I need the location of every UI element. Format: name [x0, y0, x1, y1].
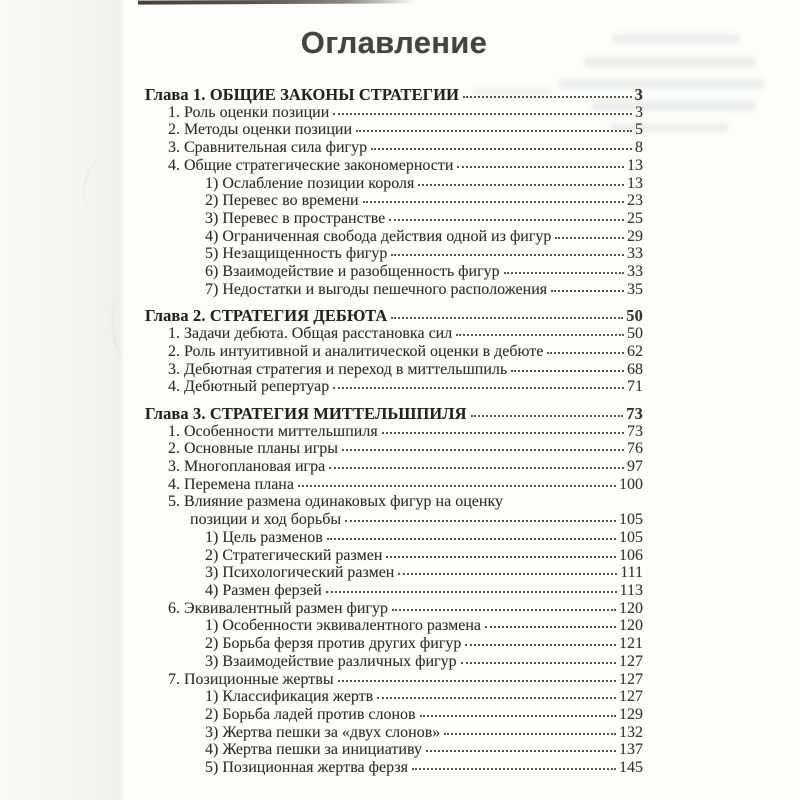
- toc-chapter-block: [145, 86, 643, 298]
- toc-entry-row: [145, 228, 643, 246]
- toc-entry-row: [145, 653, 643, 671]
- toc-entry-row: [145, 192, 643, 210]
- toc-entry-text: 7. Позиционные жертвы: [168, 670, 334, 688]
- toc-entry-row: [145, 281, 643, 299]
- page-title: Оглавление: [300, 25, 488, 60]
- toc-entry-text: 2) Стратегический размен: [205, 546, 383, 564]
- toc-entry-row: [145, 423, 643, 441]
- dot-leader: [392, 609, 616, 611]
- toc-entry-row: [145, 511, 643, 529]
- toc-page-number: 100: [619, 475, 643, 493]
- toc-entry-row: [145, 617, 643, 635]
- toc-entry-text: 6. Эквивалентный размен фигур: [168, 599, 389, 617]
- toc-page-number: 73: [626, 403, 643, 423]
- dot-leader: [345, 520, 616, 522]
- toc-list: [145, 86, 643, 777]
- toc-entry-text: 7) Недостатки и выгоды пешечного расположения: [205, 280, 548, 298]
- dot-leader: [342, 449, 624, 451]
- toc-entry-text: 2. Роль интуитивной и аналитической оценки в дебюте: [168, 342, 544, 360]
- toc-entry-row: [145, 671, 643, 689]
- toc-page-number: 127: [619, 652, 643, 670]
- toc-entry-row: [145, 440, 643, 458]
- toc-page-number: 50: [627, 325, 643, 343]
- toc-entry-row: [145, 325, 643, 343]
- toc-entry-row: [145, 582, 643, 600]
- toc-entry-text: 4. Общие стратегические закономерности: [168, 156, 454, 174]
- toc-page-number: 120: [619, 599, 643, 617]
- toc-page-number: 105: [619, 528, 643, 546]
- toc-page-number: 35: [627, 280, 643, 298]
- toc-chapter-row: [145, 405, 643, 423]
- toc-entry-text: 3) Жертва пешки за «двух слонов»: [205, 723, 441, 741]
- dot-leader: [461, 662, 616, 664]
- dot-leader: [547, 352, 624, 354]
- toc-page-number: 23: [627, 192, 643, 210]
- toc-entry-text: Глава 1. ОБЩИЕ ЗАКОНЫ СТРАТЕГИИ: [145, 85, 460, 104]
- dot-leader: [551, 290, 624, 292]
- dot-leader: [504, 272, 624, 274]
- dot-leader: [420, 715, 616, 717]
- dot-leader: [338, 680, 616, 682]
- toc-entry-row: [145, 245, 643, 263]
- dot-leader: [412, 768, 616, 770]
- toc-entry-text: 5) Позиционная жертва ферзя: [205, 759, 408, 777]
- toc-page-number: 5: [635, 121, 643, 139]
- toc-page-number: 29: [627, 227, 643, 245]
- toc-page-number: 137: [619, 741, 643, 759]
- toc-entry-text: 4) Размен ферзей: [205, 581, 322, 599]
- toc-chapter-row: [145, 86, 643, 104]
- dot-leader: [463, 96, 632, 98]
- toc-entry-row: [145, 104, 643, 122]
- dot-leader: [386, 556, 616, 558]
- toc-entry-text: 1) Особенности эквивалентного размена: [205, 617, 481, 635]
- toc-entry-row: [145, 600, 643, 618]
- dot-leader: [333, 113, 632, 115]
- toc-entry-text: 6) Взаимодействие и разобщенность фигур: [205, 263, 500, 281]
- toc-page-number: 127: [619, 670, 643, 688]
- toc-chapter-block: [145, 405, 643, 777]
- dot-leader: [371, 148, 632, 150]
- dot-leader: [555, 237, 624, 239]
- toc-entry-row: [145, 706, 643, 724]
- toc-page-number: 13: [627, 156, 643, 174]
- toc-entry-text: 4) Ограниченная свобода действия одной из фигур: [205, 227, 552, 245]
- toc-page-number: 68: [627, 360, 643, 378]
- toc-page-number: 73: [627, 422, 643, 440]
- dot-leader: [391, 317, 623, 319]
- scan-top-edge-line: [138, 0, 416, 5]
- toc-page-number: 105: [619, 511, 643, 529]
- toc-entry-text: 2) Борьба ферзя против других фигур: [205, 635, 462, 653]
- toc-entry-row: [145, 361, 643, 379]
- toc-entry-row: [145, 564, 643, 582]
- toc-page-number: 3: [635, 103, 643, 121]
- toc-entry-text: 1) Цель разменов: [205, 528, 323, 546]
- toc-page-number: 127: [619, 688, 643, 706]
- toc-entry-row: [145, 175, 643, 193]
- dot-leader: [326, 591, 617, 593]
- toc-page-number: 97: [627, 458, 643, 476]
- dot-leader: [391, 254, 624, 256]
- toc-page-number: 121: [619, 635, 643, 653]
- toc-entry-text: позиции и ход борьбы: [190, 511, 342, 529]
- toc-entry-row: [145, 741, 643, 759]
- toc-entry-text: 2. Методы оценки позиции: [168, 121, 353, 139]
- toc-page-number: 71: [627, 378, 643, 396]
- toc-entry-text: 4. Дебютный репертуар: [168, 378, 330, 396]
- toc-chapter-block: [145, 307, 643, 396]
- dot-leader: [329, 467, 624, 469]
- toc-entry-text: 1. Роль оценки позиции: [168, 103, 330, 121]
- dot-leader: [456, 334, 624, 336]
- toc-entry-row: [145, 378, 643, 396]
- dot-leader: [333, 387, 624, 389]
- toc-entry-row: [145, 493, 643, 511]
- toc-entry-text: 1) Классификация жертв: [205, 688, 374, 706]
- toc-entry-text: 4) Жертва пешки за инициативу: [205, 741, 422, 759]
- toc-entry-text: 5. Влияние размена одинаковых фигур на оценку: [168, 493, 503, 511]
- dot-leader: [511, 370, 624, 372]
- toc-page-number: 106: [619, 546, 643, 564]
- toc-entry-row: [145, 547, 643, 565]
- dot-leader: [398, 573, 617, 575]
- toc-page-number: 8: [635, 139, 643, 157]
- dot-leader: [389, 219, 624, 221]
- toc-page-number: 145: [619, 759, 643, 777]
- dot-leader: [444, 733, 616, 735]
- toc-page-number: 33: [627, 245, 643, 263]
- toc-entry-row: [145, 263, 643, 281]
- toc-entry-row: [145, 139, 643, 157]
- toc-entry-text: 3) Взаимодействие различных фигур: [205, 652, 457, 670]
- toc-entry-text: 5) Незащищенность фигур: [205, 245, 388, 263]
- toc-entry-text: 4. Перемена плана: [168, 475, 294, 493]
- dot-leader: [457, 166, 624, 168]
- toc-entry-row: [145, 635, 643, 653]
- toc-entry-row: [145, 529, 643, 547]
- toc-entry-row: [145, 476, 643, 494]
- toc-entry-row: [145, 759, 643, 777]
- toc-page-number: 3: [634, 85, 643, 104]
- toc-entry-text: 2. Основные планы игры: [168, 440, 339, 458]
- toc-entry-text: 3. Многоплановая игра: [168, 458, 326, 476]
- toc-entry-text: 1. Особенности миттельшпиля: [168, 422, 378, 440]
- dot-leader: [485, 626, 616, 628]
- toc-page-number: 33: [627, 263, 643, 281]
- toc-entry-text: 3. Сравнительная сила фигур: [168, 139, 368, 157]
- toc-entry-text: Глава 2. СТРАТЕГИЯ ДЕБЮТА: [145, 306, 388, 326]
- dot-leader: [327, 538, 616, 540]
- toc-entry-row: [145, 210, 643, 228]
- toc-entry-row: [145, 688, 643, 706]
- toc-entry-row: [145, 458, 643, 476]
- toc-page-number: 25: [627, 209, 643, 227]
- dot-leader: [377, 697, 616, 699]
- dot-leader: [298, 485, 616, 487]
- toc-page-number: 113: [619, 581, 643, 599]
- toc-entry-text: 1. Задачи дебюта. Общая расстановка сил: [168, 325, 453, 343]
- dot-leader: [426, 750, 616, 752]
- toc-page-number: 76: [627, 440, 643, 458]
- toc-page-number: 50: [626, 306, 643, 326]
- toc-entry-text: 3. Дебютная стратегия и переход в миттельшпиль: [168, 360, 508, 378]
- dot-leader: [363, 201, 624, 203]
- toc-entry-text: 2) Борьба ладей против слонов: [205, 705, 416, 723]
- toc-entry-row: [145, 157, 643, 175]
- toc-entry-row: [145, 121, 643, 139]
- dot-leader: [382, 432, 624, 434]
- toc-page-number: 111: [620, 564, 643, 582]
- toc-entry-row: [145, 343, 643, 361]
- toc-page-number: 132: [619, 723, 643, 741]
- toc-page-number: 62: [627, 342, 643, 360]
- toc-entry-row: [145, 724, 643, 742]
- toc-entry-text: Глава 3. СТРАТЕГИЯ МИТТЕЛЬШПИЛЯ: [145, 403, 467, 423]
- dot-leader: [356, 130, 632, 132]
- toc-entry-text: 2) Перевес во времени: [205, 192, 359, 210]
- dot-leader: [465, 644, 616, 646]
- toc-page-number: 120: [619, 617, 643, 635]
- toc-page-number: 129: [619, 705, 643, 723]
- page-gutter-shadow: [0, 0, 124, 800]
- dot-leader: [471, 415, 624, 417]
- toc-chapter-row: [145, 307, 643, 325]
- toc-entry-text: 3) Перевес в пространстве: [205, 209, 386, 227]
- dot-leader: [418, 184, 624, 186]
- toc-page-number: 13: [627, 174, 643, 192]
- toc-entry-text: 3) Психологический размен: [205, 564, 395, 582]
- toc-entry-text: 1) Ослабление позиции короля: [205, 174, 415, 192]
